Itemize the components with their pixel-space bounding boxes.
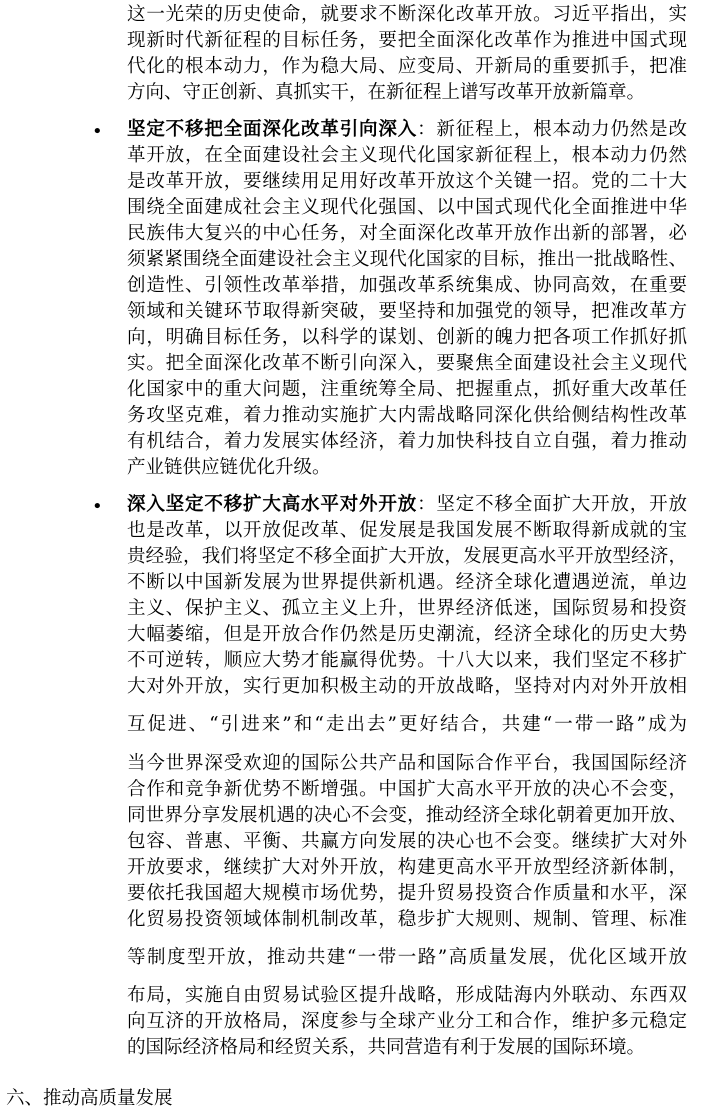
bullet-line: 革开放，在全面建设社会主义现代化国家新征程上，根本动力仍然 bbox=[127, 145, 687, 166]
bullet-lead-text: 深入坚定不移扩大高水平对外开放 bbox=[127, 494, 418, 515]
bullet-line: 不可逆转，顺应大势才能赢得优势。十八大以来，我们坚定不移扩 bbox=[127, 650, 687, 671]
bullet-line: 化国家中的重大问题，注重统筹全局、把握重点，抓好重大改革任 bbox=[127, 379, 687, 400]
bullet-line: 大幅萎缩，但是开放合作仍然是历史潮流，经济全球化的历史大势 bbox=[127, 624, 687, 645]
intro-line: 现新时代新征程的目标任务，要把全面深化改革作为推进中国式现 bbox=[127, 30, 687, 51]
bullet-line: 实。把全面深化改革不断引向深入，要聚焦全面建设社会主义现代 bbox=[127, 353, 687, 374]
bullet-line: 须紧紧围绕全面建设社会主义现代化国家的目标，推出一批战略性、 bbox=[127, 249, 687, 270]
intro-line: 方向、守正创新、真抓实干，在新征程上谱写改革开放新篇章。 bbox=[127, 82, 646, 103]
bullet-line: 也是改革，以开放促改革、促发展是我国发展不断取得新成就的宝 bbox=[127, 520, 687, 541]
bullet-line: 要依托我国超大规模市场优势，提升贸易投资合作质量和水平，深 bbox=[127, 883, 687, 904]
bullet-line: 当今世界深受欢迎的国际公共产品和国际合作平台，我国国际经济 bbox=[127, 753, 687, 774]
bullet-line: 不断以中国新发展为世界提供新机遇。经济全球化遭遇逆流，单边 bbox=[127, 572, 687, 593]
bullet-line: 大对外开放，实行更加积极主动的开放战略，坚持对内对外开放相 bbox=[127, 676, 687, 697]
bullet-line: 围绕全面建成社会主义现代化强国、以中国式现代化全面推进中华 bbox=[127, 197, 687, 218]
bullet-line: 贵经验，我们将坚定不移全面扩大开放，发展更高水平开放型经济， bbox=[127, 546, 687, 567]
bullet-line: 有机结合，着力发展实体经济，着力加快科技自立自强，着力推动 bbox=[127, 431, 687, 452]
bullet-marker: • bbox=[92, 121, 103, 142]
bullet-line: 务攻坚克难，着力推动实施扩大内需战略同深化供给侧结构性改革 bbox=[127, 405, 687, 426]
bullet-first-line bbox=[127, 492, 687, 517]
bullet-line: 产业链供应链优化升级。 bbox=[127, 457, 331, 478]
bullet-line: 是改革开放，要继续用足用好改革开放这个关键一招。党的二十大 bbox=[127, 171, 687, 192]
bullet-line: 领域和关键环节取得新突破，要坚持和加强党的领导，把准改革方 bbox=[127, 301, 687, 322]
bullet-first-line bbox=[127, 117, 687, 142]
bullet-line: 化贸易投资领域体制机制改革，稳步扩大规则、规制、管理、标准 bbox=[127, 909, 687, 930]
bullet-marker: • bbox=[92, 496, 103, 517]
bullet-line: 民族伟大复兴的中心任务，对全面深化改革开放作出新的部署，必 bbox=[127, 223, 687, 244]
bullet-line: 创造性、引领性改革举措，加强改革系统集成、协同高效，在重要 bbox=[127, 275, 687, 296]
bullet-line: 合作和竞争新优势不断增强。中国扩大高水平开放的决心不会变， bbox=[127, 779, 687, 800]
bullet-line: 开放要求，继续扩大对外开放，构建更高水平开放型经济新体制， bbox=[127, 857, 687, 878]
bullet-body-text: ：新征程上，根本动力仍然是改 bbox=[417, 119, 687, 140]
bullet-line: 主义、保护主义、孤立主义上升，世界经济低迷，国际贸易和投资 bbox=[127, 598, 687, 619]
intro-line: 这一光荣的历史使命，就要求不断深化改革开放。习近平指出，实 bbox=[127, 4, 687, 25]
bullet-line: 向互济的开放格局，深度参与全球产业分工和合作，维护多元稳定 bbox=[127, 1011, 687, 1032]
bullet-line: 包容、普惠、平衡、共赢方向发展的决心也不会变。继续扩大对外 bbox=[127, 831, 687, 852]
bullet-line: 等制度型开放，推动共建“一带一路”高质量发展，优化区域开放 bbox=[127, 947, 687, 968]
bullet-body-text: ：坚定不移全面扩大开放，开放 bbox=[417, 494, 687, 515]
bullet-line: 同世界分享发展机遇的决心不会变，推动经济全球化朝着更加开放、 bbox=[127, 805, 687, 826]
section-heading: 六、推动高质量发展 bbox=[6, 1088, 173, 1109]
bullet-lead-text: 坚定不移把全面深化改革引向深入 bbox=[127, 119, 418, 140]
bullet-line: 向，明确目标任务，以科学的谋划、创新的魄力把各项工作抓好抓 bbox=[127, 327, 687, 348]
bullet-line: 布局，实施自由贸易试验区提升战略，形成陆海内外联动、东西双 bbox=[127, 985, 687, 1006]
bullet-line: 互促进、“引进来”和“走出去”更好结合，共建“一带一路”成为 bbox=[127, 714, 687, 735]
intro-line: 代化的根本动力，作为稳大局、应变局、开新局的重要抓手，把准 bbox=[127, 56, 687, 77]
bullet-line: 的国际经济格局和经贸关系，共同营造有利于发展的国际环境。 bbox=[127, 1037, 646, 1058]
